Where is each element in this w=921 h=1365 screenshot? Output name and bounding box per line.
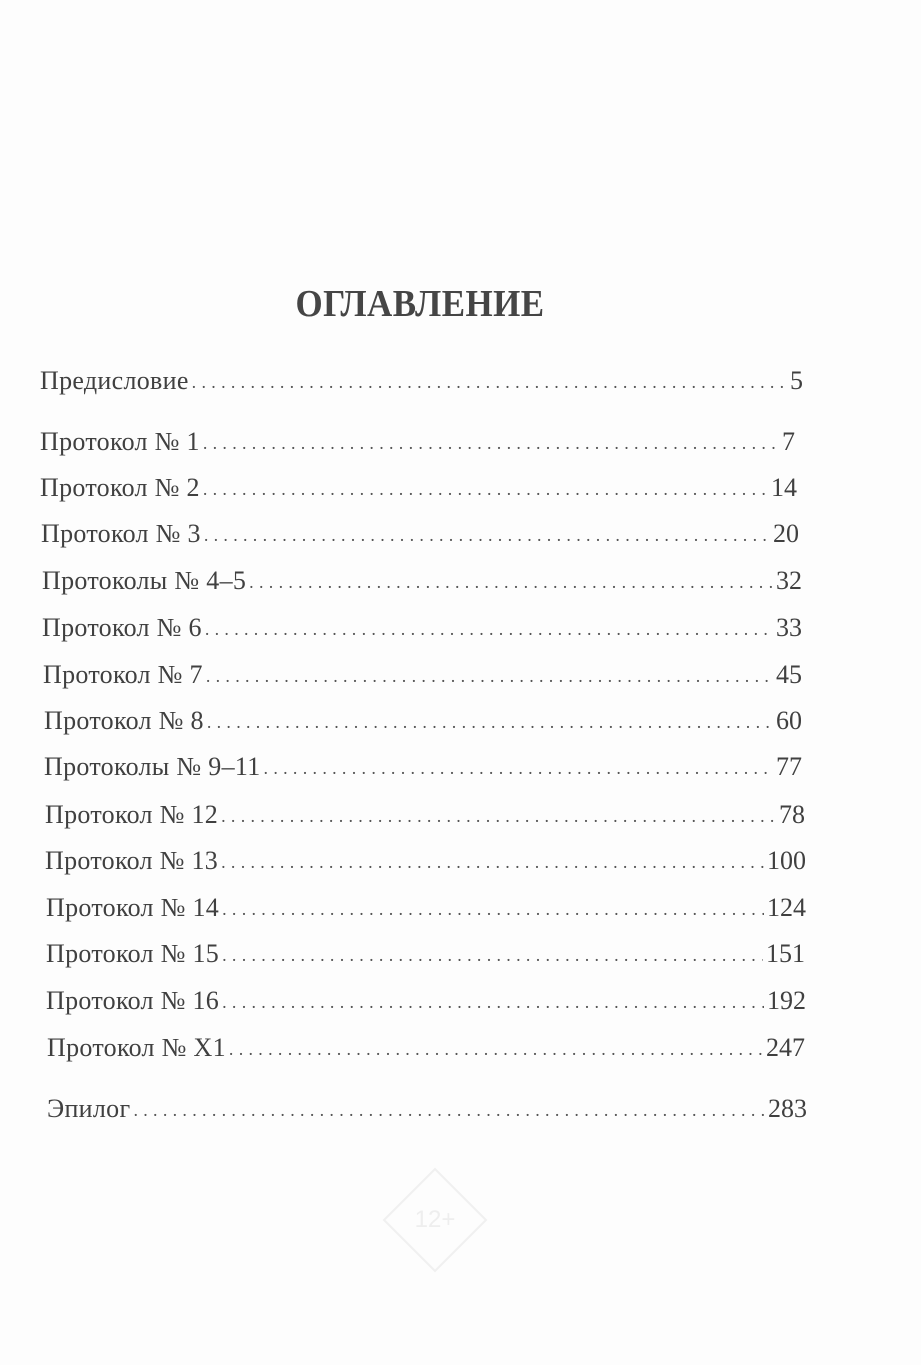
toc-entry-page: 32 <box>776 566 802 595</box>
toc-entry-label: Предисловие <box>40 366 189 395</box>
toc-entry-page: 100 <box>767 846 806 875</box>
toc-entry-protocol-7 <box>43 660 802 690</box>
toc-entry-label: Протоколы № 4–5 <box>42 566 247 595</box>
toc-entry-page: 5 <box>790 366 803 395</box>
dot-leader <box>205 619 773 640</box>
toc-entry-label: Протокол № 6 <box>42 613 202 642</box>
toc-entry-protocol-1 <box>40 427 795 457</box>
dot-leader <box>229 1039 763 1060</box>
toc-entry-label: Протокол № 13 <box>45 846 219 875</box>
dot-leader <box>249 572 773 593</box>
toc-entry-page: 283 <box>768 1094 807 1123</box>
toc-entry-protocol-15 <box>46 939 805 969</box>
dot-leader <box>264 758 773 779</box>
toc-entry-label: Протокол № 15 <box>46 939 220 968</box>
dot-leader <box>222 992 764 1013</box>
toc-entry-label: Протокол № 16 <box>46 986 220 1015</box>
toc-entry-protocols-4-5 <box>42 566 802 596</box>
dot-leader <box>221 852 764 873</box>
toc-entry-label: Протокол № 12 <box>45 800 219 829</box>
toc-entry-label: Протокол № 7 <box>43 660 203 689</box>
toc-entry-protocol-2 <box>40 473 797 503</box>
toc-entry-label: Протокол № Х1 <box>47 1033 226 1062</box>
toc-entry-preface <box>40 366 803 396</box>
dot-leader <box>222 899 764 920</box>
dot-leader <box>204 525 770 546</box>
toc-entry-page: 124 <box>767 893 806 922</box>
toc-entry-protocol-x1 <box>47 1033 805 1063</box>
dot-leader <box>133 1100 765 1121</box>
toc-entry-protocol-13 <box>45 846 806 876</box>
toc-entry-protocols-9-11 <box>44 752 802 782</box>
page-title: ОГЛАВЛЕНИЕ <box>295 283 545 325</box>
age-rating-text: 12+ <box>414 1206 456 1233</box>
toc-entry-page: 14 <box>771 473 797 502</box>
dot-leader <box>203 433 779 454</box>
toc-entry-protocol-8 <box>44 706 802 736</box>
dot-leader <box>206 666 773 687</box>
toc-entry-protocol-16 <box>46 986 806 1016</box>
age-rating-bleedthrough-icon <box>383 1168 488 1273</box>
toc-entry-protocol-12 <box>45 800 805 830</box>
toc-entry-page: 20 <box>773 519 799 548</box>
dot-leader <box>222 945 763 966</box>
dot-leader <box>221 806 776 827</box>
toc-entry-page: 151 <box>766 939 805 968</box>
toc-entry-page: 7 <box>782 427 795 456</box>
toc-entry-protocol-14 <box>46 893 806 923</box>
toc-entry-epilogue <box>47 1094 807 1124</box>
toc-entry-label: Эпилог <box>47 1094 131 1123</box>
toc-entry-label: Протокол № 8 <box>44 706 204 735</box>
toc-entry-protocol-3 <box>41 519 799 549</box>
toc-entry-page: 77 <box>776 752 802 781</box>
dot-leader <box>203 479 768 500</box>
toc-entry-label: Протокол № 3 <box>41 519 201 548</box>
toc-entry-page: 60 <box>776 706 802 735</box>
toc-entry-label: Протокол № 14 <box>46 893 220 922</box>
toc-entry-page: 78 <box>779 800 805 829</box>
dot-leader <box>192 372 787 393</box>
toc-entry-label: Протокол № 1 <box>40 427 200 456</box>
toc-entry-label: Протокол № 2 <box>40 473 200 502</box>
toc-entry-protocol-6 <box>42 613 802 643</box>
toc-entry-page: 192 <box>767 986 806 1015</box>
toc-entry-page: 247 <box>766 1033 805 1062</box>
dot-leader <box>207 712 773 733</box>
toc-entry-page: 45 <box>776 660 802 689</box>
toc-entry-label: Протоколы № 9–11 <box>44 752 261 781</box>
toc-entry-page: 33 <box>776 613 802 642</box>
